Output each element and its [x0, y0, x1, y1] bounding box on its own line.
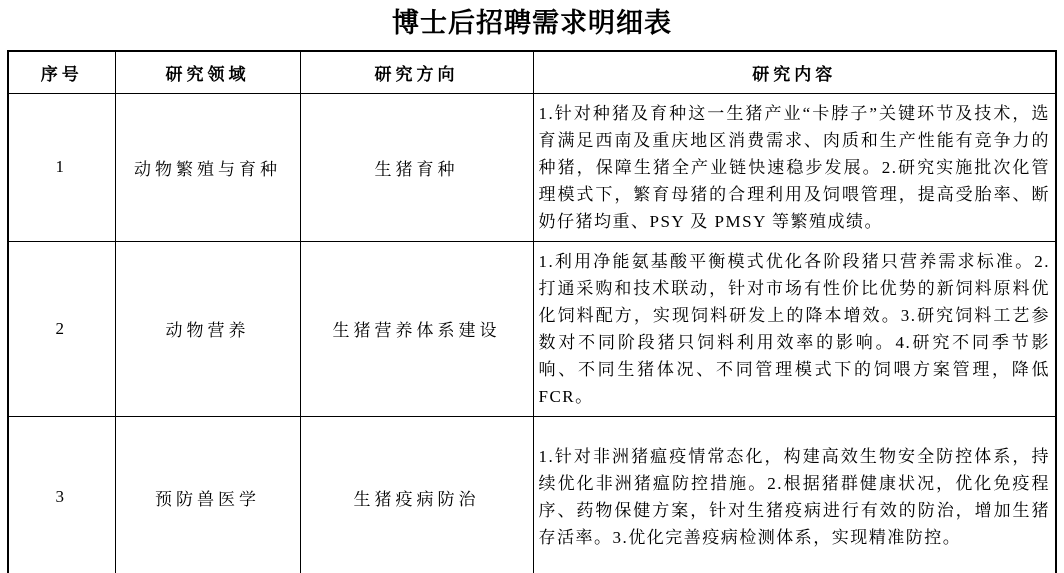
table-row — [8, 93, 1056, 241]
col-header-research-field: 研究领域 — [115, 51, 300, 93]
cell-research-direction: 生猪疫病防治 — [300, 416, 533, 573]
cell-research-field: 动物营养 — [115, 241, 300, 416]
recruitment-requirements-table — [7, 50, 1057, 573]
table-row — [8, 416, 1056, 573]
cell-research-direction: 生猪营养体系建设 — [300, 241, 533, 416]
col-header-research-direction: 研究方向 — [300, 51, 533, 93]
page-title: 博士后招聘需求明细表 — [392, 8, 672, 38]
header-row — [8, 51, 1056, 93]
cell-research-content: 1.针对非洲猪瘟疫情常态化，构建高效生物安全防控体系，持续优化非洲猪瘟防控措施。2.根据猪群健康状况，优化免疫程序、药物保健方案，针对生猪疫病进行有效的防治，增加生猪存活率。3.优化完善疫病检测体系，实现精准防控。 — [533, 416, 1056, 573]
cell-research-content: 1.针对种猪及育种这一生猪产业“卡脖子”关键环节及技术，选育满足西南及重庆地区消费需求、肉质和生产性能有竞争力的种猪，保障生猪全产业链快速稳步发展。2.研究实施批次化管理模式下，繁育母猪的合理利用及饲喂管理，提高受胎率、断奶仔猪均重、PSY 及 PMSY 等繁殖成绩。 — [533, 93, 1056, 241]
cell-research-direction: 生猪育种 — [300, 93, 533, 241]
cell-no: 1 — [8, 93, 115, 241]
col-header-no: 序号 — [8, 51, 115, 93]
cell-research-field: 预防兽医学 — [115, 416, 300, 573]
table-row — [8, 241, 1056, 416]
cell-research-field: 动物繁殖与育种 — [115, 93, 300, 241]
cell-no: 3 — [8, 416, 115, 573]
cell-research-content: 1.利用净能氨基酸平衡模式优化各阶段猪只营养需求标准。2.打通采购和技术联动，针对市场有性价比优势的新饲料原料优化饲料配方，实现饲料研发上的降本增效。3.研究饲料工艺参数对不同阶段猪只饲料利用效率的影响。4.研究不同季节影响、不同生猪体况、不同管理模式下的饲喂方案管理，降低 FCR。 — [533, 241, 1056, 416]
col-header-research-content: 研究内容 — [533, 51, 1056, 93]
cell-no: 2 — [8, 241, 115, 416]
